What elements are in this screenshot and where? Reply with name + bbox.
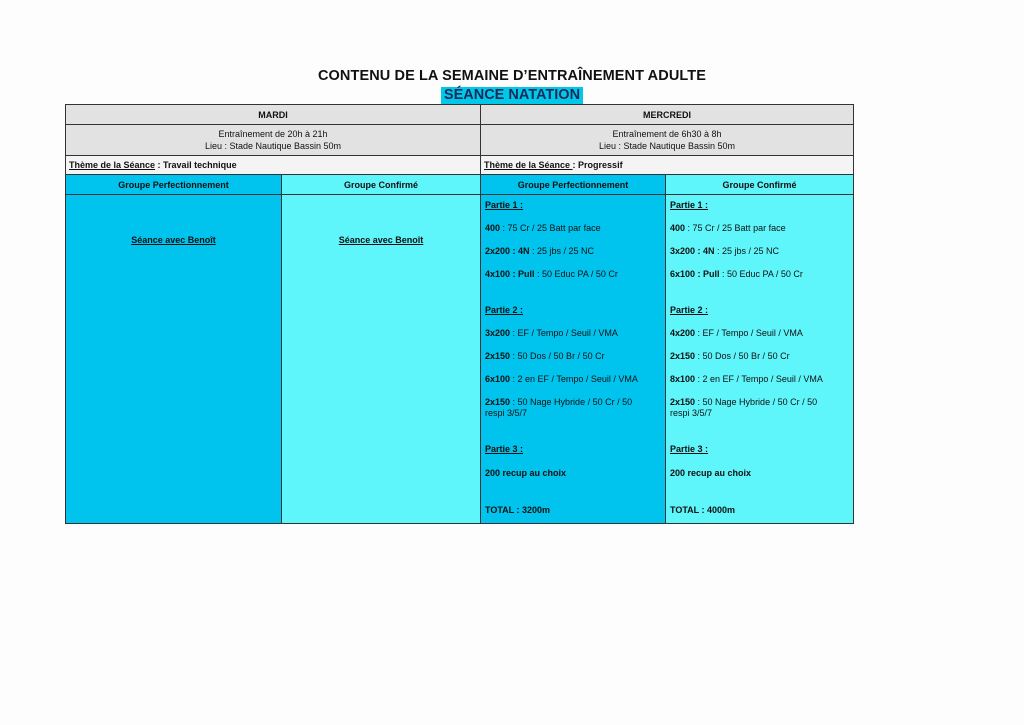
- document-title: CONTENU DE LA SEMAINE D’ENTRAÎNEMENT ADULTE: [317, 68, 706, 84]
- wednesday-theme: [481, 156, 854, 175]
- session-note: Séance avec Benoît: [338, 235, 424, 245]
- set-detail: : 50 Educ PA / 50 Cr: [719, 269, 803, 279]
- workout-line: [485, 246, 661, 257]
- set-detail: : 2 en EF / Tempo / Seuil / VMA: [695, 374, 823, 384]
- tuesday-theme: [66, 156, 481, 175]
- total-distance: TOTAL : 3200m: [485, 505, 551, 515]
- set-label: 8x100: [670, 374, 696, 384]
- set-label: 6x100 : Pull: [670, 269, 720, 279]
- workout-plan: [481, 195, 665, 516]
- day-tuesday: MARDI: [66, 105, 481, 125]
- set-label: 400: [485, 223, 501, 233]
- tuesday-conf-cell: [282, 195, 481, 524]
- set-detail: : 25 jbs / 25 NC: [714, 246, 780, 256]
- workout-line: [670, 397, 849, 419]
- wednesday-place: Lieu : Stade Nautique Bassin 50m: [598, 141, 736, 151]
- set-label: 3x200 : 4N: [670, 246, 715, 256]
- day-header-row: [66, 105, 854, 125]
- set-detail: : 50 Dos / 50 Br / 50 Cr: [510, 351, 605, 361]
- workout-line: [670, 269, 849, 280]
- part-heading: Partie 1 :: [485, 200, 524, 210]
- part-heading: Partie 2 :: [670, 305, 709, 315]
- workout-line: [670, 246, 849, 257]
- group-header-confirme: Groupe Confirmé: [666, 175, 854, 195]
- workout-line: [670, 351, 849, 362]
- day-wednesday: MERCREDI: [481, 105, 854, 125]
- set-detail: : 75 Cr / 25 Batt par face: [685, 223, 786, 233]
- workout-line: [485, 328, 661, 339]
- tuesday-place: Lieu : Stade Nautique Bassin 50m: [204, 141, 342, 151]
- group-header-perfectionnement: Groupe Perfectionnement: [481, 175, 666, 195]
- set-detail: : 2 en EF / Tempo / Seuil / VMA: [510, 374, 638, 384]
- part-heading: Partie 1 :: [670, 200, 709, 210]
- workout-plan: [666, 195, 853, 516]
- set-detail: : EF / Tempo / Seuil / VMA: [695, 328, 803, 338]
- set-label: 3x200: [485, 328, 511, 338]
- wednesday-perf-cell: [481, 195, 666, 524]
- set-detail: : 25 jbs / 25 NC: [529, 246, 595, 256]
- set-label: 2x200 : 4N: [485, 246, 530, 256]
- set-label: 4x100 : Pull: [485, 269, 535, 279]
- wednesday-info: [481, 125, 854, 156]
- recovery-line: 200 recup au choix: [485, 468, 567, 478]
- tuesday-schedule: Entraînement de 20h à 21h: [218, 129, 328, 139]
- set-detail: : 75 Cr / 25 Batt par face: [500, 223, 601, 233]
- theme-value: : Progressif: [572, 160, 623, 170]
- group-header-row: [66, 175, 854, 195]
- document-subtitle: SÉANCE NATATION: [441, 87, 583, 104]
- set-label: 400: [670, 223, 686, 233]
- wednesday-schedule: Entraînement de 6h30 à 8h: [612, 129, 722, 139]
- set-detail-cont: respi 3/5/7: [485, 408, 528, 418]
- theme-row: [66, 156, 854, 175]
- set-label: 4x200: [670, 328, 696, 338]
- wednesday-conf-cell: [666, 195, 854, 524]
- workout-line: [670, 374, 849, 385]
- training-table: [65, 104, 854, 524]
- theme-label: Thème de la Séance: [484, 160, 573, 170]
- set-label: 2x150: [485, 397, 511, 407]
- group-header-perfectionnement: Groupe Perfectionnement: [66, 175, 282, 195]
- set-detail: : 50 Dos / 50 Br / 50 Cr: [695, 351, 790, 361]
- workout-line: [485, 351, 661, 362]
- set-label: 2x150: [670, 397, 696, 407]
- set-detail-cont: respi 3/5/7: [670, 408, 713, 418]
- set-label: 2x150: [485, 351, 511, 361]
- group-header-confirme: Groupe Confirmé: [282, 175, 481, 195]
- session-note: Séance avec Benoît: [131, 235, 216, 245]
- theme-value: : Travail technique: [155, 160, 237, 170]
- recovery-line: 200 recup au choix: [670, 468, 752, 478]
- part-heading: Partie 2 :: [485, 305, 524, 315]
- workout-line: [485, 269, 661, 280]
- set-detail: : EF / Tempo / Seuil / VMA: [510, 328, 618, 338]
- part-heading: Partie 3 :: [485, 444, 524, 454]
- set-detail: : 50 Nage Hybride / 50 Cr / 50: [695, 397, 818, 407]
- session-content-row: [66, 195, 854, 524]
- part-heading: Partie 3 :: [670, 444, 709, 454]
- theme-label: Thème de la Séance: [69, 160, 156, 170]
- workout-line: [485, 223, 661, 234]
- tuesday-perf-cell: [66, 195, 282, 524]
- tuesday-info: [66, 125, 481, 156]
- workout-line: [670, 328, 849, 339]
- workout-line: [670, 223, 849, 234]
- set-detail: : 50 Nage Hybride / 50 Cr / 50: [510, 397, 633, 407]
- schedule-row: [66, 125, 854, 156]
- set-label: 6x100: [485, 374, 511, 384]
- total-distance: TOTAL : 4000m: [670, 505, 736, 515]
- workout-line: [485, 397, 661, 419]
- subtitle-wrap: [0, 86, 1024, 104]
- set-detail: : 50 Educ PA / 50 Cr: [534, 269, 618, 279]
- set-label: 2x150: [670, 351, 696, 361]
- workout-line: [485, 374, 661, 385]
